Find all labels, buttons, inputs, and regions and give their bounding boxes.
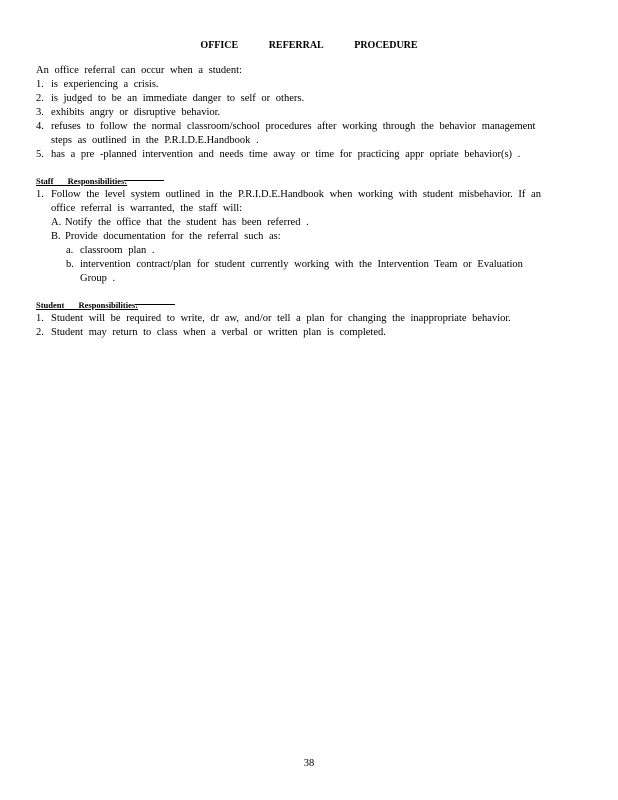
staff-subitem	[36, 230, 584, 244]
staff-heading: Staff Responsibilities:	[36, 176, 128, 186]
staff-subitem-letter: B.	[51, 231, 61, 242]
staff-item-text: Follow the level system outlined in the P.R.I.D.E.Handbook when working with student misbehavior. If an	[51, 189, 541, 200]
intro-item-text: is judged to be an immediate danger to self or others.	[51, 93, 305, 104]
intro-item-continuation: steps as outlined in the P.R.I.D.E.Handbook .	[51, 135, 259, 146]
staff-section	[36, 174, 584, 286]
student-heading-line	[36, 298, 584, 312]
page-title	[0, 39, 618, 53]
title-word-referral: REFERRAL	[268, 40, 324, 51]
title-word-office: OFFICE	[200, 40, 239, 51]
student-heading: Student Responsibilities:	[36, 300, 138, 310]
staff-subsubitem-text: intervention contract/plan for student currently working with the Intervention Team or Evaluation	[80, 259, 523, 270]
heading-underline	[124, 180, 164, 181]
title-word-procedure: PROCEDURE	[354, 40, 418, 51]
staff-subitem-text: Provide documentation for the referral such as:	[65, 231, 281, 242]
staff-subitem-text: Notify the office that the student has been referred .	[65, 217, 309, 228]
staff-subsubitem	[36, 258, 584, 272]
intro-item	[36, 78, 584, 92]
student-item-number: 2.	[36, 327, 44, 338]
intro-item	[36, 120, 584, 134]
page-number: 38	[303, 758, 315, 769]
intro-item	[36, 92, 584, 106]
student-item-text: Student will be required to write, dr aw, and/or tell a plan for changing the inappropriate behavior.	[51, 313, 511, 324]
staff-subitem	[36, 216, 584, 230]
intro-item	[36, 148, 584, 162]
staff-subitem-letter: A.	[51, 217, 62, 228]
intro-item-text: refuses to follow the normal classroom/school procedures after working through the behavior management	[51, 121, 536, 132]
staff-subsubitem-continuation: Group .	[80, 273, 116, 284]
intro-item-number: 5.	[36, 149, 44, 160]
staff-item	[36, 188, 584, 202]
intro-item-number: 1.	[36, 79, 44, 90]
staff-subsubitem-letter: b.	[66, 259, 74, 270]
student-item-text: Student may return to class when a verbal or written plan is completed.	[51, 327, 386, 338]
staff-subsubitem-letter: a.	[66, 245, 74, 256]
intro-item-number: 2.	[36, 93, 44, 104]
student-item-number: 1.	[36, 313, 44, 324]
intro-item-text: exhibits angry or disruptive behavior.	[51, 107, 221, 118]
intro-lead: An office referral can occur when a student:	[36, 65, 242, 76]
staff-subsubitem	[36, 244, 584, 258]
intro-item	[36, 106, 584, 120]
staff-heading-line	[36, 174, 584, 188]
staff-subsubitem-text: classroom plan .	[80, 245, 155, 256]
intro-item-number: 3.	[36, 107, 44, 118]
heading-underline	[135, 304, 175, 305]
staff-item-number: 1.	[36, 189, 44, 200]
intro-item-number: 4.	[36, 121, 44, 132]
intro-item-text: is experiencing a crisis.	[51, 79, 159, 90]
student-section	[36, 298, 584, 340]
staff-item-continuation: office referral is warranted, the staff will:	[51, 203, 243, 214]
student-item	[36, 312, 584, 326]
intro-section	[36, 64, 584, 162]
intro-item-text: has a pre -planned intervention and needs time away or time for practicing appr opriate behavior(s) .	[51, 149, 521, 160]
student-item	[36, 326, 584, 340]
